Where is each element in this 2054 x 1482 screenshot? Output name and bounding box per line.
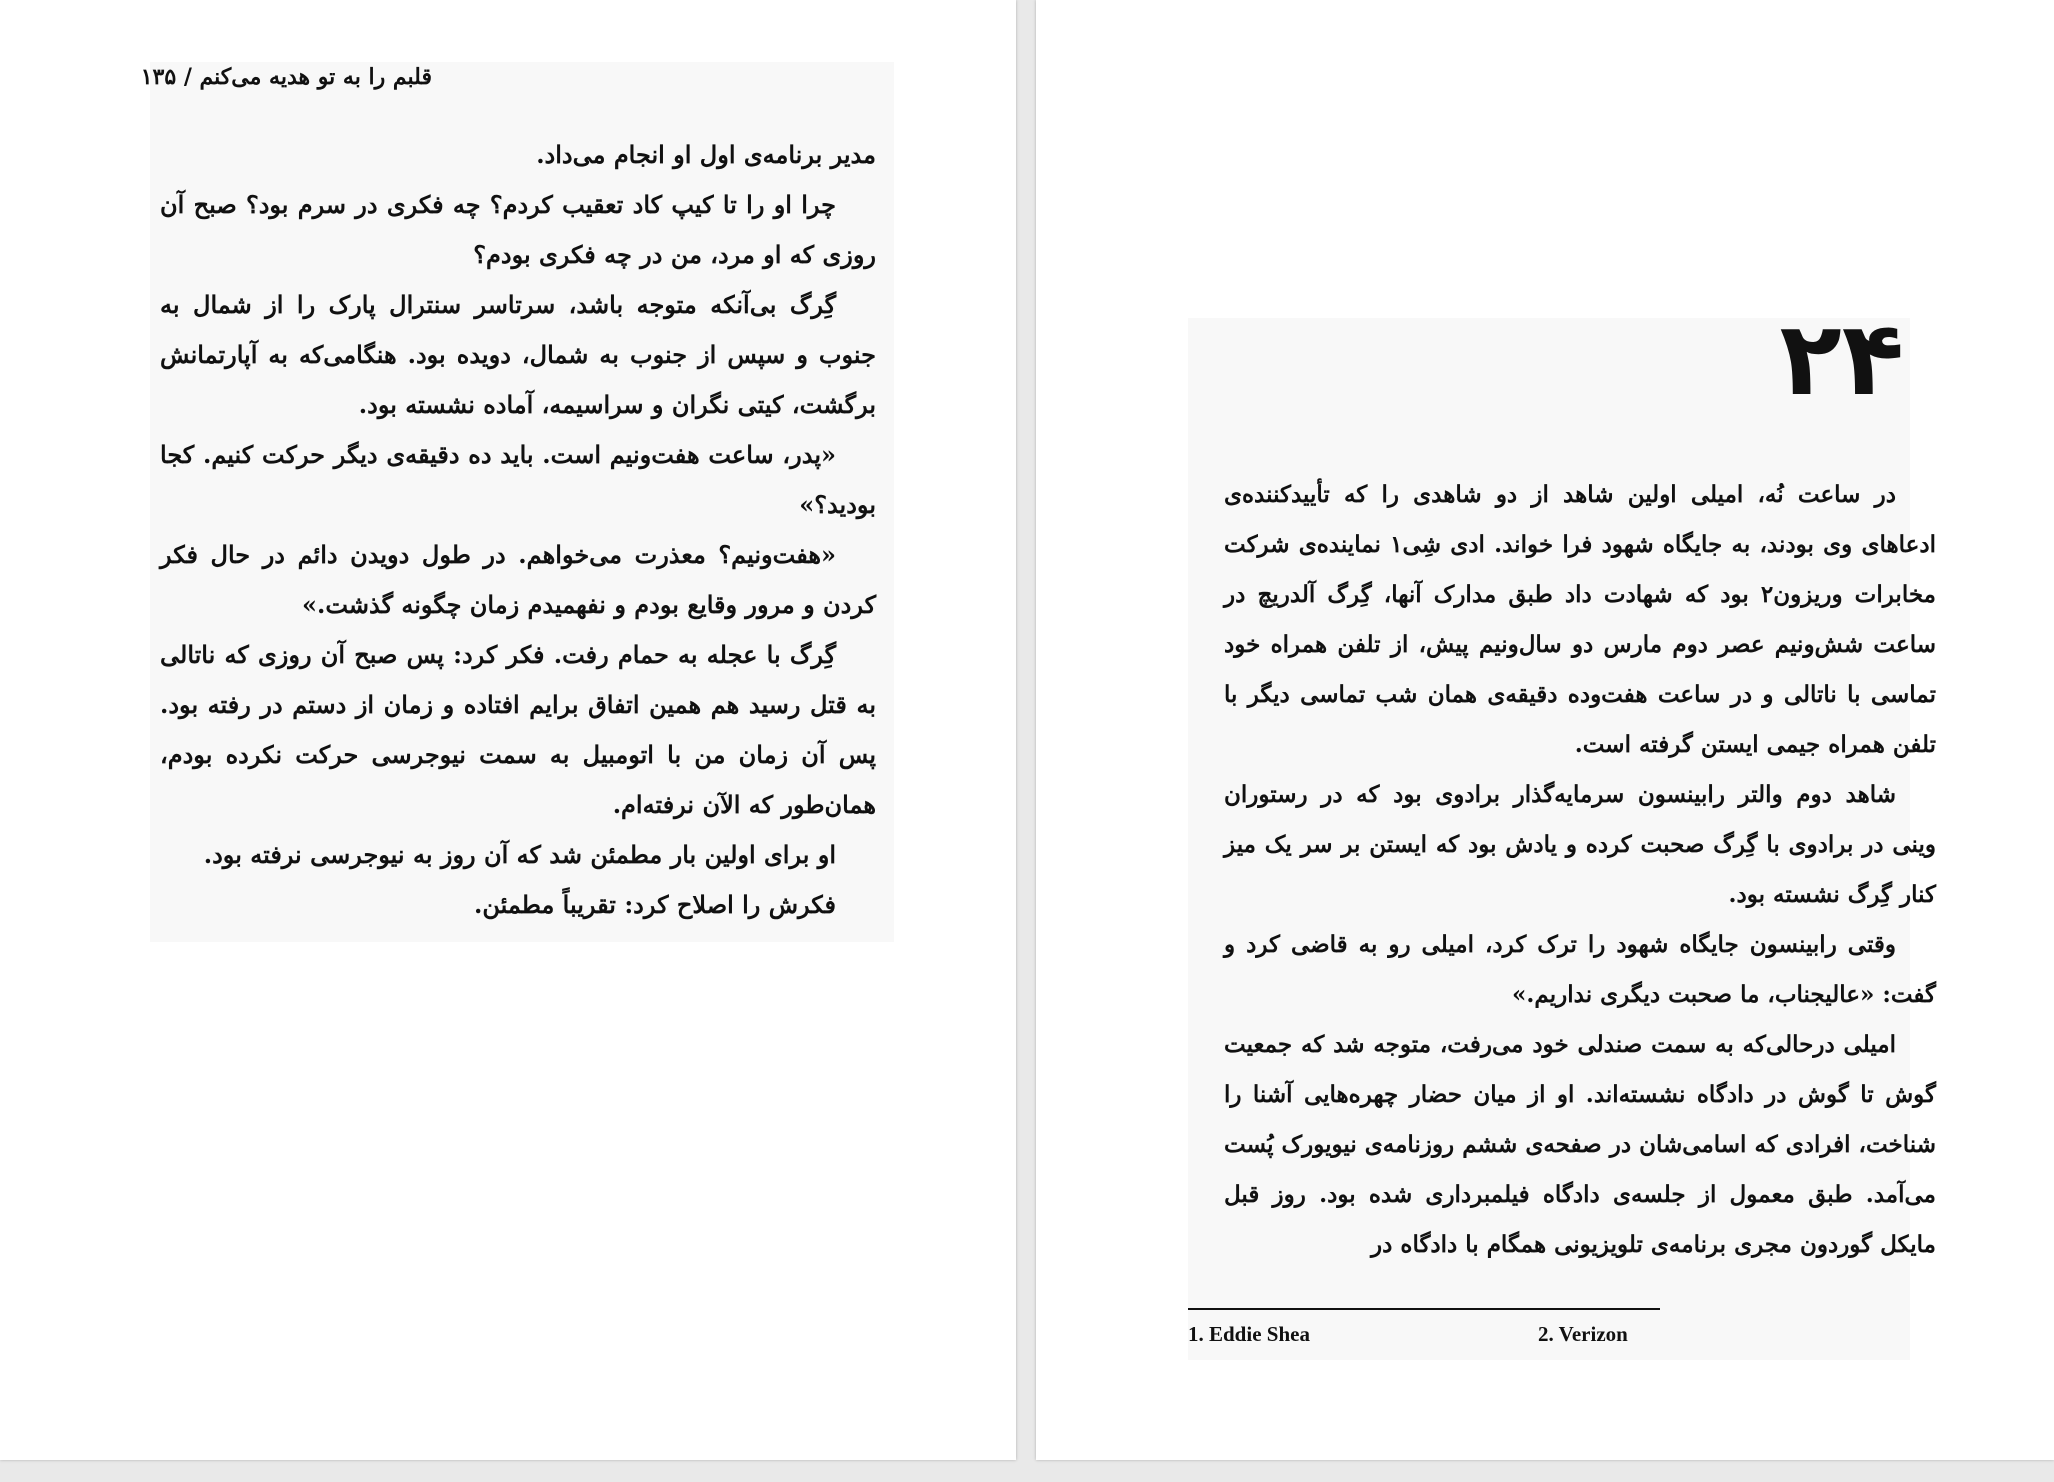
paragraph: در ساعت نُه، امیلی اولین شاهد از دو شاهدی را که تأییدکننده‌ی ادعاهای وی بودند، به جایگاه شهود فرا خواند. ادی شِی۱ نماینده‌ی شرکت مخابرات وریزون۲ بود که شهادت داد طبق مدارک آنها، گِرگ آلدریچ در ساعت شش‌ونیم عصر دوم مارس دو سال‌ونیم پیش، از تلفن همراه خود تماسی با ناتالی و در ساعت هفت‌وده دقیقه‌ی همان شب تماسی دیگر با تلفن همراه جیمی ایستن گرفته است. (1224, 481, 1937, 758)
footnote-item: 2. Verizon (1538, 1322, 1628, 1346)
paragraph: «هفت‌ونیم؟ معذرت می‌خواهم. در طول دویدن دائم در حال فکر کردن و مرور وقایع بودم و نفهمیدم زمان چگونه گذشت.» (160, 540, 876, 619)
paragraph: امیلی درحالی‌که به سمت صندلی خود می‌رفت، متوجه شد که جمعیت گوش تا گوش در دادگاه نشسته‌اند. او از میان حضار چهره‌هایی آشنا را شناخت، افرادی که اسامی‌شان در صفحه‌ی ششم روزنامه‌ی نیویورک پُست می‌آمد. طبق معمول از جلسه‌ی دادگاه فیلمبرداری شده بود. روز قبل مایکل گوردون مجری برنامه‌ی تلویزیونی همگام با دادگاه در (1224, 1031, 1936, 1258)
paragraph: «پدر، ساعت هفت‌ونیم است. باید ده دقیقه‌ی دیگر حرکت کنیم. کجا بودید؟» (160, 440, 876, 519)
paragraph: وقتی رابینسون جایگاه شهود را ترک کرد، امیلی رو به قاضی کرد و گفت: «عالیجناب، ما صحبت دیگری نداریم.» (1224, 931, 1936, 1008)
paragraph: مدیر برنامه‌ی اول او انجام می‌داد. (536, 140, 876, 169)
left-page (0, 0, 1016, 1460)
chapter-number: ۲۴ (1779, 300, 1904, 419)
paragraph: گِرگ بی‌آنکه متوجه باشد، سرتاسر سنترال پارک را از شمال به جنوب و سپس از جنوب به شمال، دویده بود. هنگامی‌که به آپارتمانش برگشت، کیتی نگران و سراسیمه، آماده نشسته بود. (160, 290, 876, 419)
left-page-body (160, 130, 876, 930)
footnote-divider (1188, 1308, 1660, 1310)
paragraph: فکرش را اصلاح کرد: تقریباً مطمئن. (474, 890, 836, 919)
right-page-body (1224, 470, 1936, 1270)
right-page (1036, 0, 2054, 1460)
paragraph: او برای اولین بار مطمئن شد که آن روز به نیوجرسی نرفته بود. (203, 840, 836, 869)
running-head: قلبم را به تو هدیه می‌کنم / ۱۳۵ (140, 64, 432, 90)
paragraph: شاهد دوم والتر رابینسون سرمایه‌گذار برادوی بود که در رستوران وینی در برادوی با گِرگ صحبت کرده و یادش بود که ایستن بر سر یک میز کنار گِرگ نشسته بود. (1224, 781, 1936, 908)
paragraph: گِرگ با عجله به حمام رفت. فکر کرد: پس صبح آن روزی که ناتالی به قتل رسید هم همین اتفاق برایم افتاده و زمان از دستم در رفته بود. پس آن زمان من با اتومبیل به سمت نیوجرسی حرکت نکرده بودم، همان‌طور که الآن نرفته‌ام. (160, 640, 876, 819)
footnote-item: 1. Eddie Shea (1188, 1322, 1310, 1346)
paragraph: چرا او را تا کیپ کاد تعقیب کردم؟ چه فکری در سرم بود؟ صبح آن روزی که او مرد، من در چه فکری بودم؟ (160, 190, 876, 269)
